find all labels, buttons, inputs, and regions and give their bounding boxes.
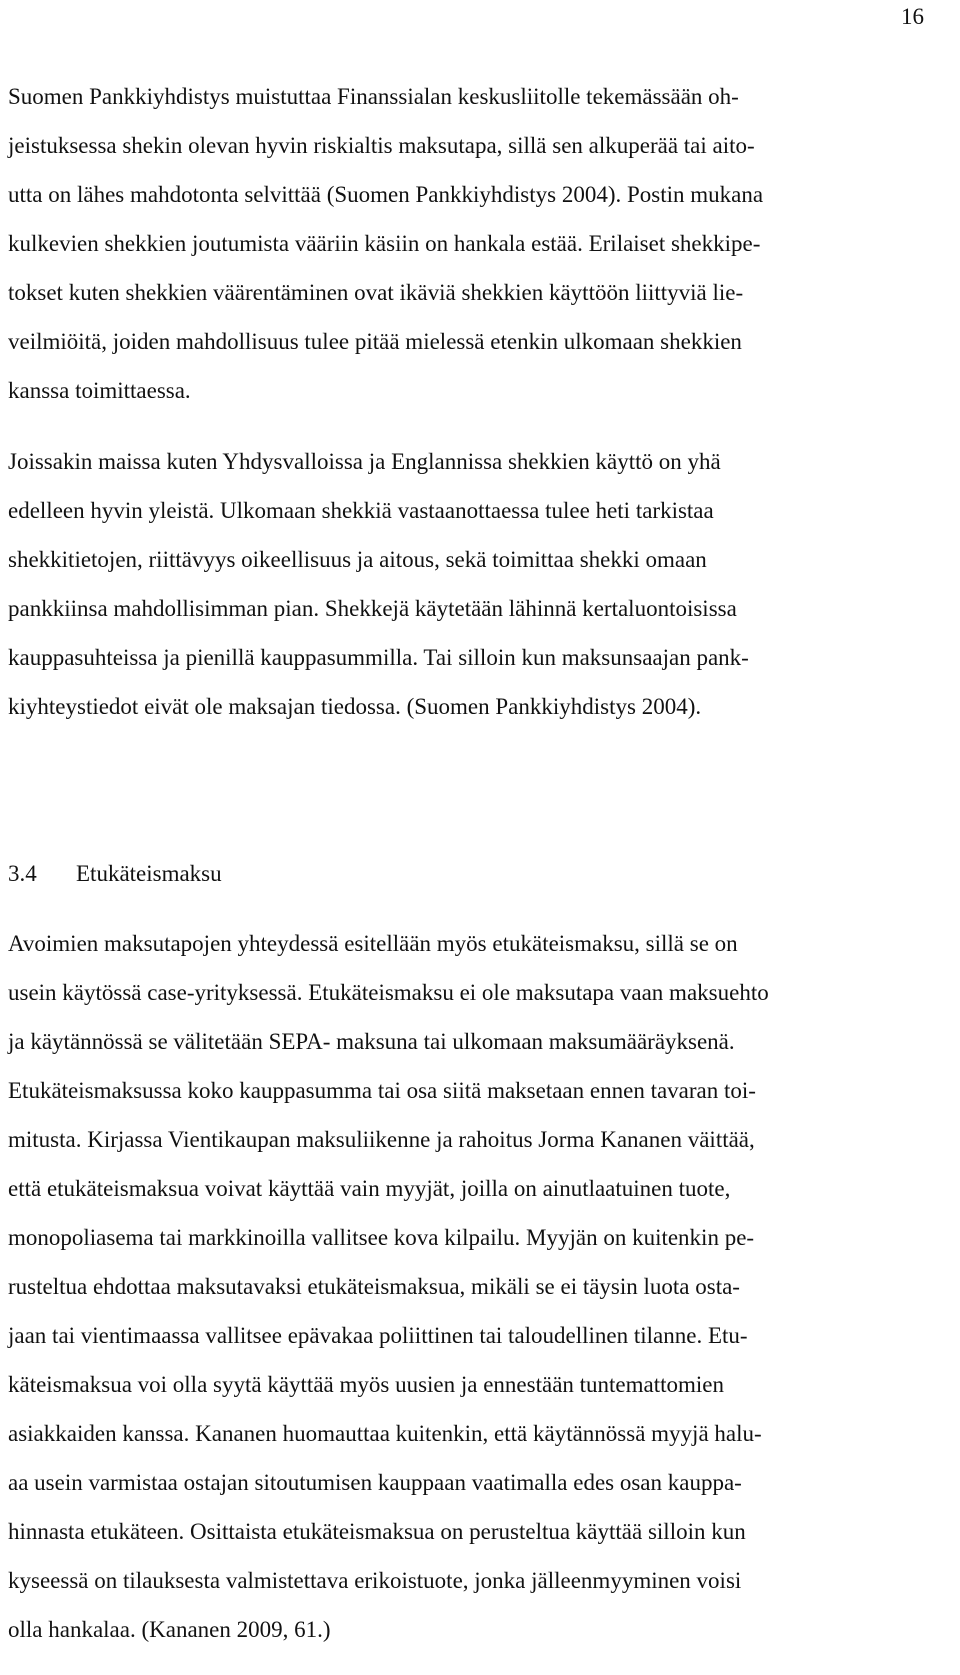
text-line: että etukäteismaksua voivat käyttää vain myyjät, joilla on ainutlaatuinen tuote, xyxy=(8,1176,731,1201)
text-line: Joissakin maissa kuten Yhdysvalloissa ja Englannissa shekkien käyttö on yhä xyxy=(8,449,721,474)
text-line: kauppasuhteissa ja pienillä kauppasummilla. Tai silloin kun maksunsaajan pank- xyxy=(8,645,749,670)
text-line: kiyhteystiedot eivät ole maksajan tiedossa. (Suomen Pankkiyhdistys 2004). xyxy=(8,694,702,719)
text-line: Suomen Pankkiyhdistys muistuttaa Finanssialan keskusliitolle tekemässään oh- xyxy=(8,84,739,109)
text-line: mitusta. Kirjassa Vientikaupan maksuliikenne ja rahoitus Jorma Kananen väittää, xyxy=(8,1127,755,1152)
section-number: 3.4 xyxy=(8,861,37,886)
text-line: kyseessä on tilauksesta valmistettava erikoistuote, jonka jälleenmyyminen voisi xyxy=(8,1568,742,1593)
text-line: käteismaksua voi olla syytä käyttää myös uusien ja ennestään tuntemattomien xyxy=(8,1372,725,1397)
text-line: aa usein varmistaa ostajan sitoutumisen kauppaan vaatimalla edes osan kauppa- xyxy=(8,1470,742,1495)
text-line: kulkevien shekkien joutumista vääriin käsiin on hankala estää. Erilaiset shekkipe- xyxy=(8,231,761,256)
text-line: jaan tai vientimaassa vallitsee epävakaa poliittinen tai taloudellinen tilanne. Etu- xyxy=(8,1323,748,1348)
section-heading xyxy=(8,859,222,889)
text-line: usein käytössä case-yrityksessä. Etukäteismaksu ei ole maksutapa vaan maksuehto xyxy=(8,980,769,1005)
text-line: edelleen hyvin yleistä. Ulkomaan shekkiä vastaanottaessa tulee heti tarkistaa xyxy=(8,498,714,523)
text-line: shekkitietojen, riittävyys oikeellisuus ja aitous, sekä toimittaa shekki omaan xyxy=(8,547,707,572)
page-number: 16 xyxy=(901,4,924,29)
text-line: tokset kuten shekkien väärentäminen ovat ikäviä shekkien käyttöön liittyviä lie- xyxy=(8,280,744,305)
text-line: monopoliasema tai markkinoilla vallitsee kova kilpailu. Myyjän on kuitenkin pe- xyxy=(8,1225,755,1250)
text-line: rusteltua ehdottaa maksutavaksi etukäteismaksua, mikäli se ei täysin luota osta- xyxy=(8,1274,740,1299)
text-line: veilmiöitä, joiden mahdollisuus tulee pitää mielessä etenkin ulkomaan shekkien xyxy=(8,329,742,354)
text-line: asiakkaiden kanssa. Kananen huomauttaa kuitenkin, että käytännössä myyjä halu- xyxy=(8,1421,762,1446)
text-line: Etukäteismaksussa koko kauppasumma tai osa siitä maksetaan ennen tavaran toi- xyxy=(8,1078,756,1103)
text-line: pankkiinsa mahdollisimman pian. Shekkejä käytetään lähinnä kertaluontoisissa xyxy=(8,596,737,621)
text-line: olla hankalaa. (Kananen 2009, 61.) xyxy=(8,1617,331,1642)
text-line: jeistuksessa shekin olevan hyvin riskialtis maksutapa, sillä sen alkuperää tai aito- xyxy=(8,133,755,158)
text-line: hinnasta etukäteen. Osittaista etukäteismaksua on perusteltua käyttää silloin kun xyxy=(8,1519,746,1544)
text-line: ja käytännössä se välitetään SEPA- maksuna tai ulkomaan maksumääräyksenä. xyxy=(8,1029,735,1054)
section-title: Etukäteismaksu xyxy=(76,861,222,886)
text-line: kanssa toimittaessa. xyxy=(8,378,191,403)
text-line: Avoimien maksutapojen yhteydessä esitellään myös etukäteismaksu, sillä se on xyxy=(8,931,738,956)
text-line: utta on lähes mahdotonta selvittää (Suomen Pankkiyhdistys 2004). Postin mukana xyxy=(8,182,764,207)
